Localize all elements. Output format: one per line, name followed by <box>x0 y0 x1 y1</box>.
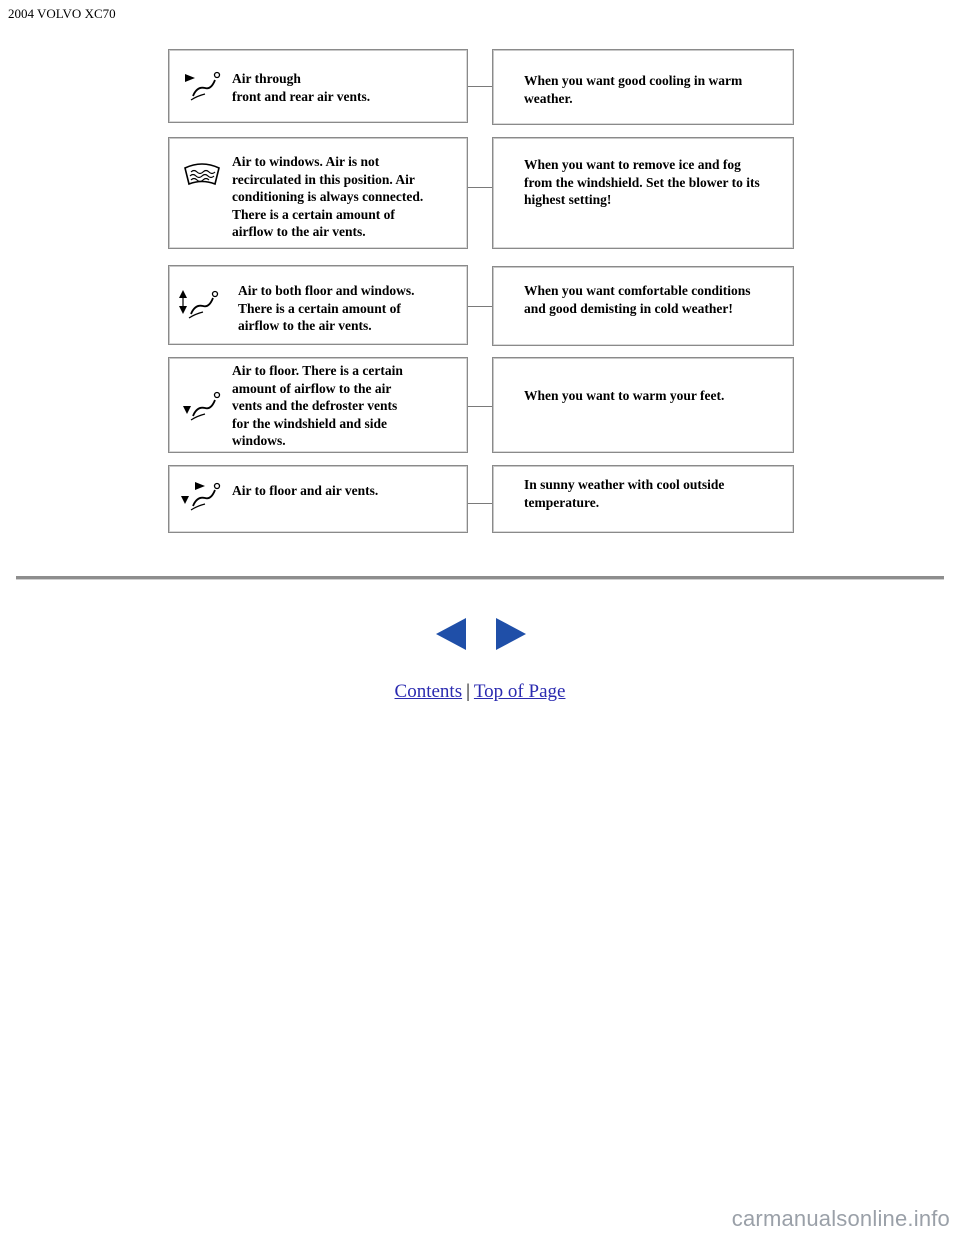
mode-description: Air to windows. Air is not recirculated in this position. Air conditioning is always connected. There is a certain amount of airflow to the air vents. <box>232 154 424 239</box>
airflow-modes-figure <box>168 49 794 535</box>
mode-description: Air through front and rear air vents. <box>232 71 371 104</box>
usage-box-floor-face <box>492 465 794 533</box>
usage-description: When you want to warm your feet. <box>524 388 725 403</box>
site-watermark: carmanualsonline.info <box>731 1206 950 1231</box>
row-connector-line <box>468 503 492 504</box>
row-connector-line <box>468 406 492 407</box>
contents-link[interactable]: Contents <box>394 681 463 702</box>
usage-description: When you want to remove ice and fog from the windshield. Set the blower to its highest setting! <box>524 157 760 207</box>
page-header-title: 2004 VOLVO XC70 <box>8 6 116 21</box>
usage-description: When you want comfortable conditions and good demisting in cold weather! <box>524 283 751 316</box>
footer-links <box>0 681 960 703</box>
mode-box-floor-face <box>168 465 468 533</box>
mode-box-face-vents <box>168 49 468 123</box>
row-connector-line <box>468 306 492 307</box>
mode-description: Air to both floor and windows. There is a certain amount of airflow to the air vents. <box>238 283 415 333</box>
defrost-windshield-icon <box>179 160 225 192</box>
usage-box-floor <box>492 357 794 453</box>
vent-floor-icon <box>179 390 225 422</box>
mode-box-floor <box>168 357 468 453</box>
usage-description: In sunny weather with cool outside temperature. <box>524 477 725 510</box>
previous-arrow-icon[interactable] <box>434 617 468 651</box>
vent-floor-face-icon <box>177 480 223 512</box>
usage-box-floor-windows <box>492 266 794 346</box>
usage-box-defrost <box>492 137 794 249</box>
row-connector-line <box>468 86 492 87</box>
usage-box-face-vents <box>492 49 794 125</box>
next-arrow-icon[interactable] <box>494 617 528 651</box>
section-divider <box>16 576 944 580</box>
mode-box-defrost <box>168 137 468 249</box>
row-connector-line <box>468 187 492 188</box>
mode-box-floor-windows <box>168 265 468 345</box>
vent-face-icon <box>179 70 225 102</box>
page-navigation <box>432 617 528 653</box>
top-of-page-link[interactable]: Top of Page <box>473 681 566 702</box>
mode-description: Air to floor. There is a certain amount of airflow to the air vents and the defroster vents for the windshield and side windows. <box>232 363 403 448</box>
usage-description: When you want good cooling in warm weather. <box>524 73 743 106</box>
mode-description: Air to floor and air vents. <box>232 483 379 498</box>
vent-floor-windows-icon <box>175 288 221 320</box>
link-separator: | <box>466 681 470 702</box>
